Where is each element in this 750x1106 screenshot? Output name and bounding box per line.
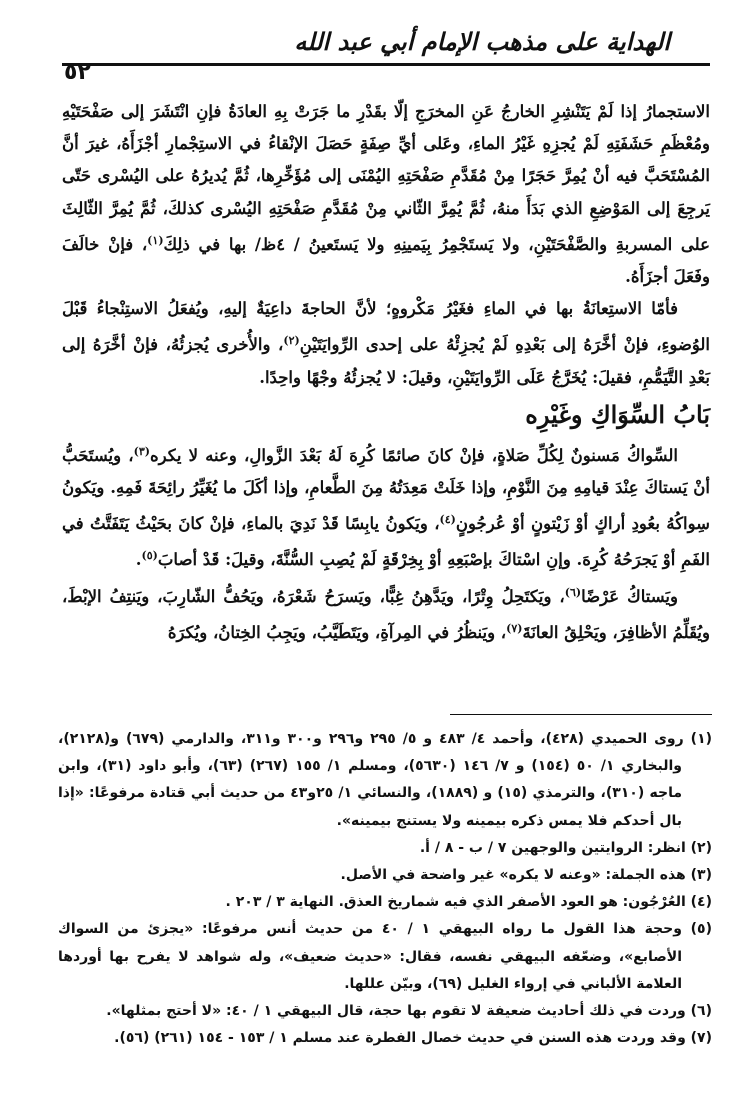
- footnote-marker: (٣): [133, 444, 150, 458]
- paragraph: [62, 436, 710, 577]
- footnote-marker: (٢): [283, 334, 300, 348]
- footnote-marker: (١): [147, 233, 164, 247]
- paragraph: [62, 293, 710, 394]
- footnote-marker: (٥): [141, 549, 158, 563]
- paragraph: [62, 96, 710, 293]
- footnote: (٥) وحجة هذا القول ما رواه البيهقي ١ / ٤٠ من حديث أنس مرفوعًا: «يجزئ من السواك الأصابع»، وضعّفه البيهقي نفسه، فقال: «حديث ضعيف»، وله شواهد لا يفرح بها أوردها العلامة الألباني في إرواء الغليل (٦٩)، وبيّن عللها.: [58, 921, 712, 992]
- footnote: (٦) وردت في ذلك أحاديث ضعيفة لا تقوم بها حجة، قال البيهقي ١ / ٤٠: «لا أحتج بمثلها».: [106, 1003, 712, 1020]
- footnote: (٣) هذه الجملة: «وعنه لا يكره» غير واضحة في الأصل.: [340, 867, 712, 884]
- footnotes: [58, 726, 712, 1052]
- paragraph-text: ، ويُستَحَبُّ أنْ يَستاكَ عِنْدَ قيامِهِ مِنَ النَّوْمِ، وإذا خَلَتْ مَعِدَتُهُ مِنَ الطَّعامِ، وإذا أكَلَ ما يُغَيِّرُ رائِحَةَ فَمِهِ. ويَكونُ سِواكُهُ بعُودِ أراكٍ أوْ زَيْتونٍ أوْ عُرجُونٍ: [62, 445, 710, 534]
- paragraph-text: فأمّا الاستِعانَةُ بها في الماءِ فغَيْرُ مَكْروهٍ؛ لأنَّ الحاجةَ داعِيَةٌ إليهِ، ويُفعَلُ الاستِنْجاءُ قَبْلَ الوُضوءِ، فإنْ أخَّرَهُ إلى بَعْدِهِ لَمْ يُجزِئْهُ على إحدى الرِّوايَتَيْنِ: [62, 299, 710, 355]
- header-rule: [62, 63, 710, 66]
- paragraph-text: ، فإنْ خالَفَ وفَعَلَ أجزَأَهُ.: [62, 234, 710, 287]
- paragraph-text: ، ويَكتَحِلُ وِتْرًا، ويَدَّهِنُ غِبًّا، ويَسرَحُ شَعْرَهُ، ويَحُفُّ الشّارِبَ، ويَنتِفُ الإبْطَ، ويُقَلِّمُ الأظافِرَ، ويَحْلِقُ العانَةَ: [62, 586, 710, 642]
- paragraph-text: ويَستاكُ عَرْضًا: [581, 586, 678, 606]
- footnote: (٤) العُرْجُون: هو العود الأصفر الذي فيه شماريخ العذق. النهاية ٣ / ٢٠٣ .: [225, 894, 712, 911]
- footnote-rule: [450, 714, 712, 715]
- main-text: [62, 96, 710, 649]
- paragraph-text: .: [135, 550, 142, 570]
- running-title: الهداية على مذهب الإمام أبي عبد الله: [294, 28, 670, 56]
- paragraph: [62, 577, 710, 649]
- footnote-marker: (٤): [439, 513, 456, 527]
- footnote: (٢) انظر: الروايتين والوجهين ٧ / ب - ٨ / أ.: [419, 839, 712, 856]
- footnote: (٧) وقد وردت هذه السنن في حديث خصال الفطرة عند مسلم ١ / ١٥٣ - ١٥٤ (٢٦١) (٥٦).: [114, 1030, 712, 1047]
- footnote-marker: (٧): [506, 621, 523, 635]
- footnote: (١) روى الحميدي (٤٢٨)، وأحمد ٤/ ٤٨٣ و ٥/ ٢٩٥ و٢٩٦ و٣٠٠ و٣١١، والدارمي (٦٧٩) و(٢١٢٨)، والبخاري ١/ ٥٠ (١٥٤) و ٧/ ١٤٦ (٥٦٣٠)، ومسلم ١/ ١٥٥ (٢٦٧) (٦٣)، وأبو داود (٣١)، وابن ماجه (٣١٠)، والترمذي (١٥) و (١٨٨٩)، والنسائي ١/ ٢٥و٤٣ من حديث أبي قتادة مرفوعًا: «إذا بال أحدكم فلا يمس ذكره بيمينه ولا يستنج بيمينه».: [58, 731, 713, 829]
- paragraph-text: ، ويَنظُرُ في المِرآةِ، ويَتَطَيَّبُ، ويَجِبُ الخِتانُ، ويُكرَهُ: [167, 622, 507, 642]
- paragraph-text: ، والأُخرى يُجزئُهُ، فإنْ أخَّرَهُ إلى بَعْدِ التَّيَمُّمِ، فقيلَ: يُخَرَّجُ عَلَى الرِّوايَتَيْنِ، وقيلَ: لا يُجزئُهُ وجْهًا واحِدًا.: [62, 335, 710, 387]
- paragraph-text: الاستجمارُ إذا لَمْ يَتَنْشِرِ الخارجُ عَنِ المخرَجِ إلّا بقَدْرِ ما جَرَتْ بِهِ العادَةُ فإنِ انْتَشَرَ إلى صَفْحَتَيْهِ ومُعْظَمِ حَشَفَتِهِ لَمْ يُجزِهِ غَيْرُ الماءِ، وعَلى أيِّ صِفَةٍ حَصَلَ الإنْقاءُ في الاستِجْمارِ أجْزَأَهُ، غيرَ أنَّ المُسْتَحَبَّ فيه أنْ يُمِرَّ حَجَرًا مِنْ مُقَدَّمِ صَفْحَتِهِ اليُمْنَى إلى مُؤَخِّرِها، ثُمَّ يُديرُهُ على اليُسْرى حَتّى يَرجِعَ إلى المَوْضِعِ الذي بَدَأَ منهُ، ثُمَّ يُمِرَّ الثّاني مِنْ مُقَدَّمِ صَفْحَتِهِ اليُسْرى كذلكَ، ثُمَّ يُمِرَّ الثّالِثَ على المسربةِ والصَّفْحَتَيْنِ، ولا يَستَجْمِرُ بِيَمينِهِ ولا يَستَعينُ / ٤ظ/ بها في ذلِكَ: [62, 102, 710, 254]
- footnote-marker: (٦): [564, 585, 582, 599]
- chapter-title: بَابُ السِّوَاكِ وغَيْرِه: [525, 399, 710, 429]
- page-number: ٥٢: [64, 60, 91, 85]
- paragraph-text: ، ويَكونُ يابِسًا قَدْ نَدِيَ بالماءِ، فإنْ كانَ بحَيْثُ يَتَفَتَّتُ في الفَمِ أوْ يَجرَحُهُ كُرِهَ. وإنِ اسْتاكَ بإصْبَعِهِ أوْ بِخِرْقَةٍ لَمْ يُصِبِ السُّنَّةَ، وقيلَ: قَدْ أصابَ: [62, 514, 710, 570]
- paragraph-text: السِّواكُ مَسنونٌ لِكُلِّ صَلاةٍ، فإنْ كانَ صائمًا كُرِهَ لَهُ بَعْدَ الزَّوالِ، وعنه لا يكره: [149, 445, 678, 465]
